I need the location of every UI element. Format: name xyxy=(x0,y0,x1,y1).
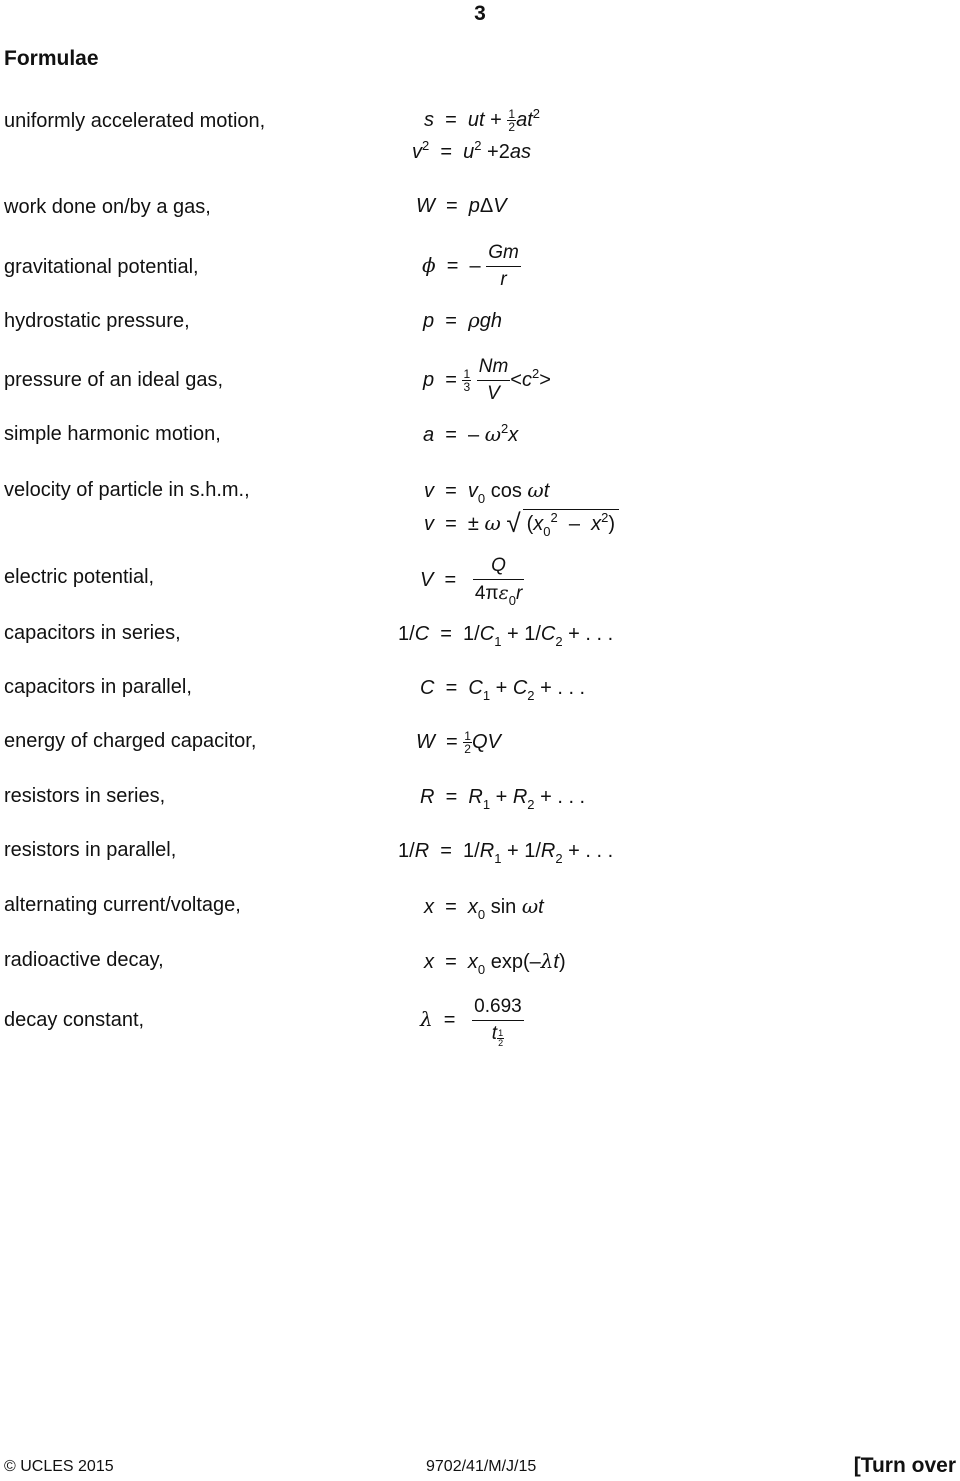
label-gravitational-potential: gravitational potential, xyxy=(4,256,199,278)
footer-copyright: © UCLES 2015 xyxy=(4,1458,114,1475)
equation-resistors-series: $R = R_1 + R_2$ + . . . xyxy=(420,786,586,812)
label-ideal-gas-pressure: pressure of an ideal gas, xyxy=(4,369,224,391)
label-accelerated-motion: uniformly accelerated motion, xyxy=(4,110,266,132)
equation-hydrostatic: p = ρgh xyxy=(423,308,503,332)
equation-work-gas: W = pΔV xyxy=(416,195,507,217)
label-work-done: work done on/by a gas, xyxy=(4,196,211,218)
footer-paper-code: 9702/41/M/J/15 xyxy=(426,1458,537,1475)
equation-capacitors-series: $1/C = 1/C_1 + 1/C_2$ + . . . xyxy=(398,623,614,649)
equation-resistors-parallel: $1/R = 1/R_1 + 1/R_2$ + . . . xyxy=(398,840,614,866)
equation-grav-potential: ϕ = – $\frac{Gm}{r}$ xyxy=(422,242,519,290)
equation-alternating: $x = x_0$ sin ωt xyxy=(424,894,544,922)
label-alternating-current: alternating current/voltage, xyxy=(4,894,241,916)
label-radioactive-decay: radioactive decay, xyxy=(4,949,164,971)
equation-ideal-gas: p = $\frac{1}{3}$ $\frac{Nm}{V}$ $<c^2>$ xyxy=(423,356,551,404)
label-shm-velocity: velocity of particle in s.h.m., xyxy=(4,479,250,501)
label-decay-constant: decay constant, xyxy=(4,1009,145,1031)
label-shm: simple harmonic motion, xyxy=(4,423,221,445)
footer-turn-over: [Turn over xyxy=(853,1454,956,1477)
equation-decay-constant: λ = 0.693 t $\frac{1}{2}$ xyxy=(420,996,522,1049)
label-hydrostatic-pressure: hydrostatic pressure, xyxy=(4,310,190,332)
page-number: 3 xyxy=(474,2,486,25)
label-electric-potential: electric potential, xyxy=(4,566,155,588)
equation-shm: a = – $\omega^2x$ xyxy=(423,421,519,446)
label-capacitors-series: capacitors in series, xyxy=(4,622,181,644)
equation-shm-velocity-1: $v = v_0$ cos ωt xyxy=(424,478,550,506)
equation-shm-velocity-2: v = ± ω √ $(x_0^2 - x^2)$ xyxy=(424,509,619,538)
equation-displacement: s = ut + $\frac{1}{2}$ $at^2$ xyxy=(424,106,540,135)
label-resistors-parallel: resistors in parallel, xyxy=(4,839,177,861)
equation-capacitor-energy: W = $\frac{1}{2}$ QV xyxy=(416,729,501,757)
equation-capacitors-parallel: $C = C_1 + C_2$ + . . . xyxy=(420,677,586,703)
label-resistors-series: resistors in series, xyxy=(4,785,166,807)
equation-electric-potential: V = $\frac{Q}{4\pi\varepsilon_0r}$ xyxy=(420,555,523,608)
equation-velocity-squared: $v^2 = u^2 +2as$ xyxy=(412,138,531,163)
label-capacitor-energy: energy of charged capacitor, xyxy=(4,730,257,752)
equation-radioactive-decay: $x = x_0$ exp(–λt) xyxy=(424,949,566,977)
label-capacitors-parallel: capacitors in parallel, xyxy=(4,676,192,698)
formulae-heading: Formulae xyxy=(4,47,99,70)
